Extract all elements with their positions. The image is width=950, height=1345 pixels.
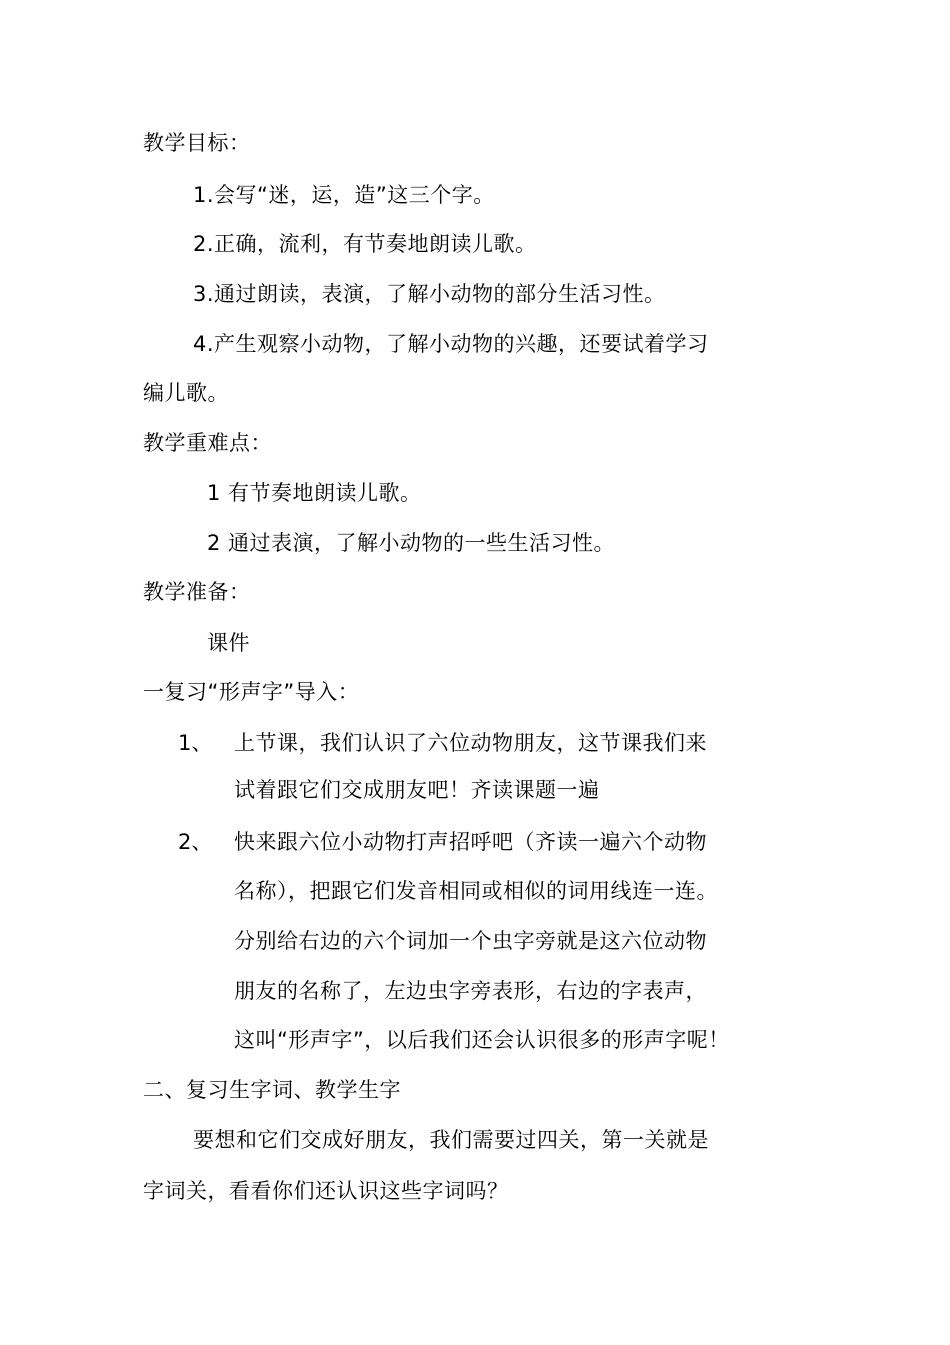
section2-paragraph-line-1: 要想和它们交成好朋友，我们需要过四关，第一关就是 [193,1128,709,1152]
prep-heading: 教学准备： [143,580,251,604]
step-2-line-4: 朋友的名称了，左边虫字旁表形，右边的字表声， [234,979,707,1003]
step-1-line-1: 上节课，我们认识了六位动物朋友，这节课我们来 [234,731,707,755]
step-1-number: 1、 [178,731,213,755]
section1-heading: 一复习“形声字”导入： [143,680,360,704]
objective-item-4-continued: 编儿歌。 [143,381,229,405]
objective-item-2: 2.正确，流利，有节奏地朗读儿歌。 [193,232,537,256]
step-2-line-2: 名称），把跟它们发音相同或相似的词用线连一连。 [234,879,718,903]
step-2-number: 2、 [178,830,213,854]
objective-item-4: 4.产生观察小动物，了解小动物的兴趣，还要试着学习 [193,332,709,356]
keypoint-item-2: 2 通过表演，了解小动物的一些生活习性。 [207,531,616,555]
keypoints-heading: 教学重难点： [143,431,272,455]
section2-paragraph-line-2: 字词关，看看你们还认识这些字词吗？ [143,1179,509,1203]
section2-heading: 二、复习生字词、教学生字 [143,1078,401,1102]
step-1-line-2: 试着跟它们交成朋友吧！齐读课题一遍 [234,778,600,802]
objectives-heading: 教学目标： [143,131,251,155]
objective-item-3: 3.通过朗读，表演，了解小动物的部分生活习性。 [193,282,666,306]
step-2-line-1: 快来跟六位小动物打声招呼吧（齐读一遍六个动物 [234,830,707,854]
objective-item-1: 1.会写“迷，运，造”这三个字。 [193,183,495,207]
step-2-line-3: 分别给右边的六个词加一个虫字旁就是这六位动物 [234,929,707,953]
prep-item: 课件 [207,631,250,655]
step-2-line-5: 这叫“形声字”，以后我们还会认识很多的形声字呢！ [234,1028,730,1052]
keypoint-item-1: 1 有节奏地朗读儿歌。 [207,481,422,505]
